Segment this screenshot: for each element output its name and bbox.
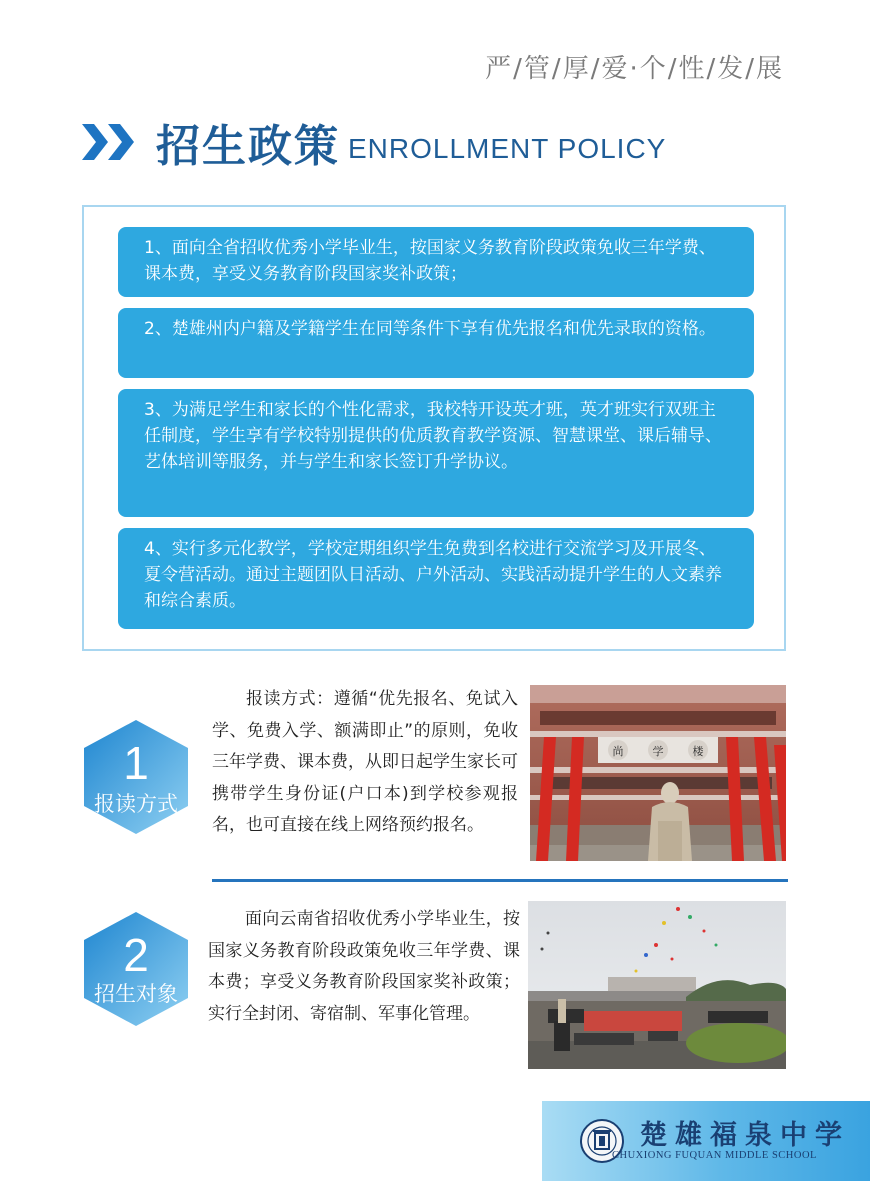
- section-number: 2: [123, 929, 149, 981]
- campus-ceremony-photo: [528, 901, 786, 1069]
- school-name: 楚雄福泉中学: [640, 1120, 850, 1151]
- section-label: 招生对象: [94, 982, 178, 1006]
- section-divider: [212, 879, 788, 882]
- policy-item-4: 4、实行多元化教学，学校定期组织学生免费到名校进行交流学习及开展冬、夏令营活动。通过主题团队日活动、户外活动、实践活动提升学生的人文素养和综合素质。: [118, 528, 754, 629]
- page-title-en: ENROLLMENT POLICY: [348, 133, 667, 164]
- school-banner: [542, 1101, 870, 1181]
- double-chevron-right-icon: [82, 122, 138, 162]
- section-label: 报读方式: [94, 792, 178, 816]
- policy-item-1: 1、面向全省招收优秀小学毕业生，按国家义务教育阶段政策免收三年学费、课本费，享受义务教育阶段国家奖补政策；: [118, 227, 754, 297]
- hex-badge-1: [84, 720, 188, 834]
- school-name-en: CHUXIONG FUQUAN MIDDLE SCHOOL: [612, 1150, 817, 1161]
- slogan: 严/管/厚/爱·个/性/发/展: [485, 54, 784, 84]
- section-header: [82, 112, 666, 172]
- policy-item-2: 2、楚雄州内户籍及学籍学生在同等条件下享有优先报名和优先录取的资格。: [118, 308, 754, 378]
- section-number: 1: [123, 737, 149, 789]
- hex-badge-2: [84, 912, 188, 1026]
- section-text-1: 报读方式：遵循“优先报名、免试入学、免费入学、额满即止”的原则，免收三年学费、课本费，从即日起学生家长可携带学生身份证(户口本)到学校参观报名，也可直接在线上网络预约报名。: [212, 689, 518, 835]
- school-building-photo: [530, 685, 786, 861]
- policy-item-3: 3、为满足学生和家长的个性化需求，我校特开设英才班，英才班实行双班主任制度，学生享有学校特别提供的优质教育教学资源、智慧课堂、课后辅导、艺体培训等服务，并与学生和家长签订升学协议。: [118, 389, 754, 517]
- svg-text:学: 学: [652, 745, 664, 758]
- section-text-2: 面向云南省招收优秀小学毕业生，按国家义务教育阶段政策免收三年学费、课本费；享受义务教育阶段国家奖补政策；实行全封闭、寄宿制、军事化管理。: [208, 909, 520, 1024]
- svg-text:楼: 楼: [692, 745, 704, 758]
- svg-text:尚: 尚: [612, 745, 624, 758]
- policy-box: [82, 205, 786, 651]
- page-title: 招生政策: [156, 121, 340, 172]
